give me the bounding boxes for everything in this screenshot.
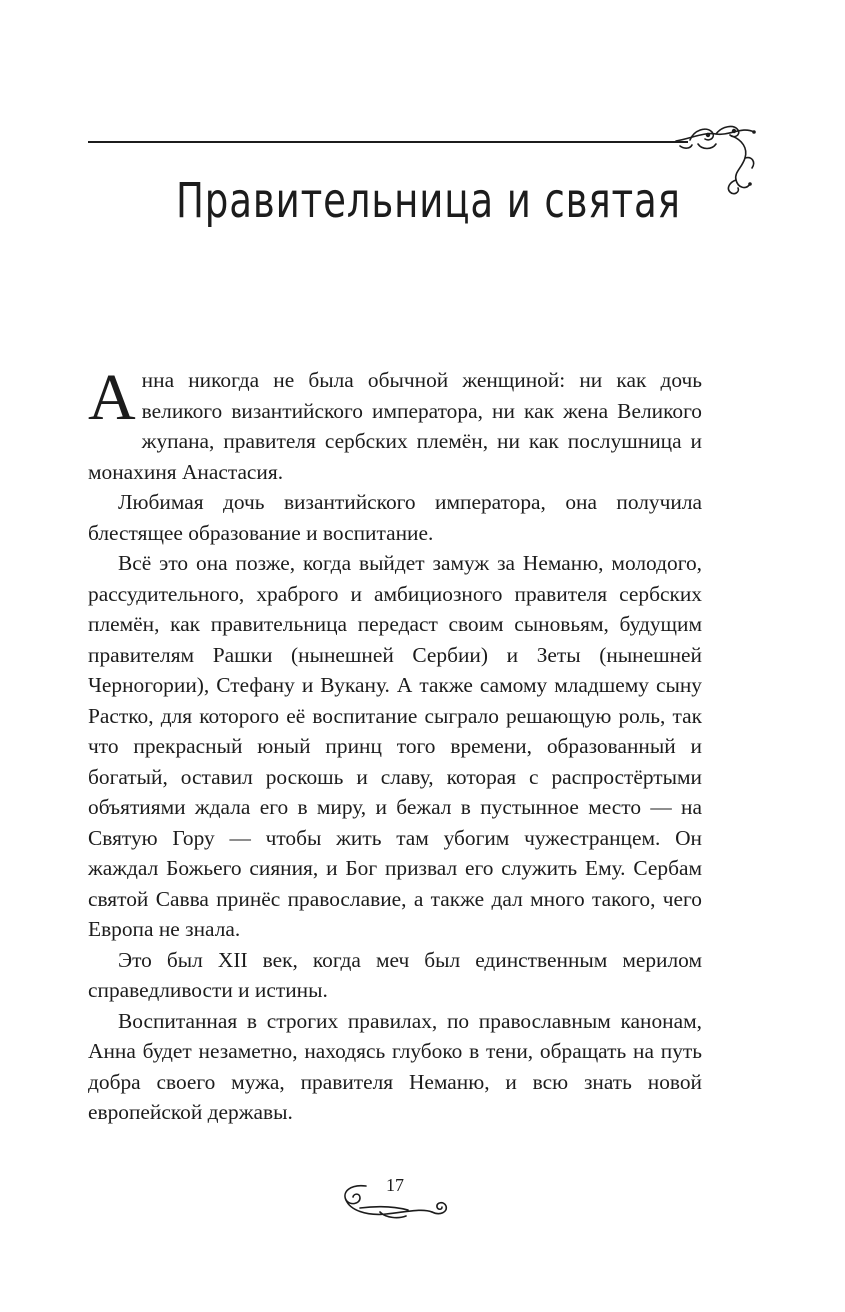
- paragraph: [88, 361, 702, 487]
- paragraph-text: нна никогда не была обычной женщиной: ни как дочь великого византийского императора, ни как жена Великого жупана, правителя сербских племён, ни как послушница и монахиня Анастасия.: [88, 368, 702, 484]
- paragraph: Всё это она позже, когда выйдет замуж за Неманю, молодого, рассудительного, храброго и амбициозного правителя сербских племён, как правительница передаст своим сыновьям, будущим правителям Рашки (нынешней Сербии) и Зеты (нынешней Черногории), Стефану и Вукану. А также самому младшему сыну Растко, для которого её воспитание сыграло решающую роль, так что прекрасный юный принц того времени, образованный и богатый, оставил роскошь и славу, которая с распростёртыми объятиями ждала его в миру, и бежал в пустынное место — на Святую Гору — чтобы жить там убогим чужестранцем. Он жаждал Божьего сияния, и Бог призвал его служить Ему. Сербам святой Савва принёс православие, а также дал много такого, чего Европа не знала.: [88, 551, 702, 941]
- paragraph: Любимая дочь византийского императора, она получила блестящее образование и воспитание.: [88, 490, 702, 545]
- drop-cap: А: [88, 361, 136, 434]
- header-rule: [88, 141, 688, 143]
- page-number: 17: [386, 1175, 404, 1195]
- chapter-title: Правительница и святая: [176, 173, 681, 229]
- floral-flourish-icon: [672, 118, 762, 198]
- chapter-text: [88, 361, 702, 1128]
- paragraph: Это был XII век, когда меч был единственным мерилом справедливости и истины.: [88, 947, 702, 1002]
- paragraph: Воспитанная в строгих правилах, по православным канонам, Анна будет незаметно, находясь глубоко в тени, обращать на путь добра своего мужа, правителя Неманю, и всю знать новой европейской державы.: [88, 1008, 702, 1124]
